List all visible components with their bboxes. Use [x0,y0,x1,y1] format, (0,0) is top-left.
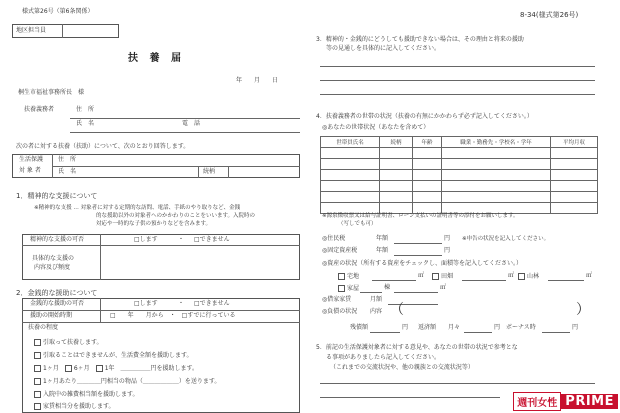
welfare-name-label: 氏 名 [58,168,77,175]
s2-no-option[interactable]: □できません [194,300,230,307]
debt-label: ◎負債の状況 [322,308,358,315]
supporter-name-label: 氏 名 [76,120,95,127]
s5-line-2: る事項がありましたら記入してください。 [326,354,441,361]
house-option[interactable]: 家屋 [338,285,359,292]
s4-line-2: ◎あなたの世帯状況（あなたを含めて） [322,124,430,131]
welfare-address-label: 住 所 [58,156,77,163]
supporter-address-label: 住 所 [76,106,95,113]
land-farm[interactable]: 田畑 [432,273,453,280]
s1-no-option[interactable]: □できません [194,236,230,243]
resident-tax-label: ◎住民税 [322,235,346,242]
welfare-label-1: 生活保護 [19,156,44,163]
s1-detail-1: 具体的な支援の [32,255,75,262]
s2-degree-label: 扶養の程度 [28,324,59,331]
s1-note-2: 的な援助以外の対象者へのかかわりのことをいいます。入院時の [96,213,256,219]
intro-text: 次の者に対する扶養（扶助）について、次のとおり回答します。 [16,143,190,150]
s2-option-6[interactable]: 家賃相当分を援助します。 [34,403,115,410]
s1-detail-2: 内容及び頻度 [34,264,71,271]
s2-start-value[interactable]: □ 年 月から ・ □すでに行っている [110,312,236,319]
form-id: 様式第26号（第6条関係） [22,8,94,15]
section-1-title: 1．精神的な支援について [16,192,98,200]
relation-label: 続柄 [203,168,216,175]
land-forest[interactable]: 山林 [518,273,539,280]
s1-note-3: 対応や一時的な子供の預かりなどを含みます。 [96,221,212,227]
welfare-label-2: 対 象 者 [19,167,41,174]
s1-question: 精神的な支援の可否 [30,236,85,243]
section-2-title: 2．金銭的な援助について [16,289,98,297]
s1-note-1: ※精神的な支援 … 対象者に対する定期的な訪問、電話、手紙のやり取りなど、金銭 [34,205,241,211]
tax-note: ※申告の状況を記入してください。 [462,236,550,242]
supporter-phone-label: 電 話 [182,120,201,127]
rent-label: ◎借家家賃 [322,296,352,303]
s4-line-1: 4．扶養義務者の世帯の状況（扶養の有無にかかわらず必ず記入してください。） [316,113,533,120]
s1-yes-option[interactable]: □します [134,236,158,243]
s5-line-1: 5．前記の生活保護対象者に対する意見や、あなたの世帯の状況で参考とな [316,344,518,351]
s2-option-5[interactable]: 入院中の雑費相当額を援助します。 [34,391,139,398]
s2-option-1[interactable]: 引取って扶養します。 [34,339,103,346]
date-field: 年 月 日 [236,77,279,84]
watermark-logo: 週刊女性 PRIME [513,392,618,411]
s2-option-2[interactable]: 引取ることはできませんが、生活費全額を援助します。 [34,352,193,359]
form-title: 扶 養 届 [128,53,185,64]
household-table: 世帯員氏名 続柄 年齢 職業・勤務先・学校名・学年 平均月収 [320,136,598,214]
district-officer-label: 地区担当員 [16,27,47,34]
s2-option-4[interactable]: 1ヶ月あたり＿＿＿＿円相当の物品（＿＿＿＿＿＿）を送ります。 [34,378,220,385]
assets-label: ◎資産の状況（所有する資産をチェックし、面積等を記入してください。） [322,260,523,267]
s2-yes-option[interactable]: □します [134,300,158,307]
property-tax-label: ◎固定資産税 [322,247,358,254]
addressee: 桐生市福祉事務所長 様 [18,89,85,96]
note-2: （写しでも可） [338,221,377,227]
s2-start-label: 援助の開始時期 [30,312,73,319]
note-1: ※源泉徴収票又は給与証明書、ローン支払いの証明書等の添付をお願いします。 [322,213,519,219]
right-form-id: 8-34(様式第26号) [520,11,579,19]
s5-line-3: （これまでの交流状況や、他の親族との交流状況等） [330,364,474,371]
s3-line-2: 等の見通しを具体的に記入してください。 [326,45,441,52]
s2-question: 金銭的な援助の可否 [30,300,85,307]
land-residential[interactable]: 宅地 [338,273,359,280]
s2-option-3[interactable]: 1ヶ月 6ヶ月 1年 ＿＿＿＿＿円を援助します。 [34,365,198,372]
s3-line-1: 3．精神的・金銭的にどうしても援助できない場合は、その理由と将来の援助 [316,36,524,43]
supporter-label: 扶養義務者 [24,106,55,113]
